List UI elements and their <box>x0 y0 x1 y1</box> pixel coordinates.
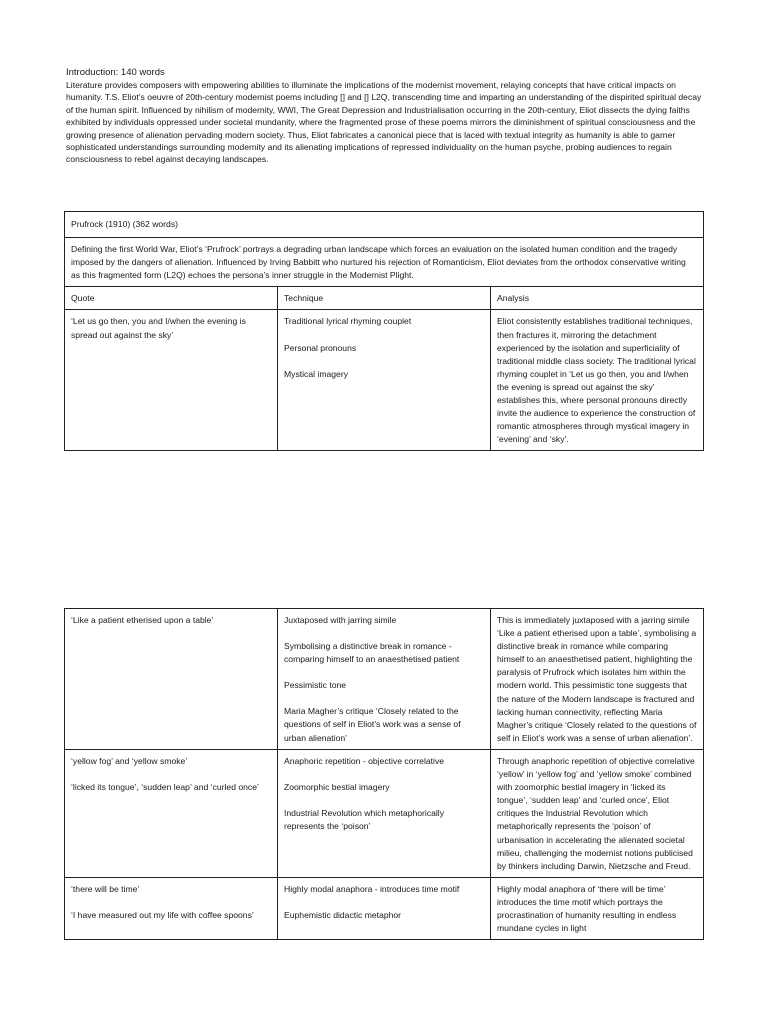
quote-text: ‘Like a patient etherised upon a table’ <box>71 615 214 625</box>
prufrock-analysis-table <box>64 211 704 451</box>
technique-header: Technique <box>278 287 491 310</box>
table-row <box>65 609 704 750</box>
analysis-cell <box>491 609 704 750</box>
quote-text: ‘Let us go then, you and I/when the evening is spread out against the sky’ <box>71 316 246 340</box>
analysis-text: Eliot consistently establishes traditional techniques, then fractures it, mirroring the detachment experienced by the isolation and superficiality of traditional middle class society. The traditional lyrical rhyming couplet in ‘Let us go then, you and I/when the evening is spread out against the sky’ establishes this, where personal pronouns directly invite the audience to experience the construction of romantic atmospheres through mystical imagery in ‘evening’ and ‘sky’. <box>497 316 696 445</box>
table-title-row <box>65 212 704 238</box>
technique-item: Symbolising a distinctive break in romance - comparing himself to an anaesthetised patient <box>284 641 460 665</box>
technique-cell <box>278 310 491 451</box>
introduction-paragraph: Literature provides composers with empowering abilities to illuminate the implications of the modernist movement, relaying concepts that have critical impacts on humanity. T.S. Eliot’s oeuvre of 20th-century modernist poems including [] and [] L2Q, transcending time and imparting an understanding of the dispirited spiritual decay of the human spirit. Influenced by nihilism of modernity, WWI, The Great Depression and Industrialisation occurring in the 20th-century, Eliot dissects the dying faiths exhibited by individuals oppressed under societal mundanity, where the fragmented prose of these poems mirrors the diminishment of spiritual consciousness and the growing presence of alienation pervading modern society. Thus, Eliot fabricates a canonical piece that is laced with textual integrity as humanity is able to garner sophisticated understandings surrounding modernity and its alienating implications of repressed individuality on the human psyche, probing audiences to regain consciousness to rebel against decaying landscapes. <box>66 80 702 165</box>
technique-item: Maria Magher’s critique ‘Closely related to the questions of self in Eliot’s work was a sense of urban alienation’ <box>284 706 461 743</box>
context-paragraph: Defining the first World War, Eliot’s ‘Prufrock’ portrays a degrading urban landscape which forces an evaluation on the isolated human condition and the tragedy imposed by the dangers of alienation. Influenced by Irving Babbitt who nurtured his rejection of Romanticism, Eliot deviates from the orthodox conservative writing as this fragmented form (L2Q) echoes the persona’s inner struggle in the Modernist Plight. <box>65 238 704 287</box>
quote-cell <box>65 609 278 750</box>
technique-cell <box>278 749 491 877</box>
analysis-header: Analysis <box>491 287 704 310</box>
technique-item: Anaphoric repetition - objective correlative <box>284 755 445 766</box>
technique-item: Pessimistic tone <box>284 680 347 691</box>
context-row <box>65 238 704 287</box>
quote-text: ‘licked its tongue’, ‘sudden leap’ and ‘curled once’ <box>71 782 259 793</box>
technique-item: Highly modal anaphora - introduces time motif <box>284 883 460 894</box>
header-row <box>65 287 704 310</box>
quote-text: ‘I have measured out my life with coffee spoons’ <box>71 909 254 920</box>
technique-cell <box>278 877 491 939</box>
quote-cell <box>65 877 278 939</box>
technique-item: Mystical imagery <box>284 368 348 379</box>
prufrock-analysis-table-continued <box>64 608 704 940</box>
quote-cell <box>65 749 278 877</box>
analysis-text: This is immediately juxtaposed with a jarring simile ‘Like a patient etherised upon a table’, symbolising a distinctive break in romance while comparing himself to an anaesthetised patient, highlighting the paralysis of Prufrock which isolates him within the modern world. This pessimistic tone suggests that the nature of the Modern landscape is fractured and lacking human connectivity, reflecting Maria Magher’s critique ‘Closely related to the questions of self in Eliot’s work was a sense of urban alienation’. <box>497 615 697 743</box>
quote-header: Quote <box>65 287 278 310</box>
table-title: Prufrock (1910) (362 words) <box>65 212 704 238</box>
analysis-cell <box>491 877 704 939</box>
quote-cell <box>65 310 278 451</box>
technique-item: Traditional lyrical rhyming couplet <box>284 316 412 327</box>
technique-item: Zoomorphic bestial imagery <box>284 782 390 793</box>
analysis-text: Highly modal anaphora of ‘there will be time’ introduces the time motif which portrays the procrastination of humanity resulting in endless mundane cycles in light <box>497 883 677 934</box>
analysis-cell <box>491 749 704 877</box>
table-row <box>65 877 704 939</box>
introduction-heading: Introduction: 140 words <box>66 67 165 78</box>
table-row <box>65 749 704 877</box>
analysis-cell <box>491 310 704 451</box>
technique-cell <box>278 609 491 750</box>
technique-item: Industrial Revolution which metaphorically represents the ‘poison’ <box>284 808 445 832</box>
technique-item: Euphemistic didactic metaphor <box>284 909 402 920</box>
analysis-text: Through anaphoric repetition of objective correlative ‘yellow’ in ‘yellow fog’ and ‘yellow smoke’ combined with zoomorphic bestial imagery in ‘licked its tongue’, ‘sudden leap’ and ‘curled once’, Eliot critiques the Industrial Revolution which metaphorically represents the ‘poison’ of urbanisation in accelerating the alienated societal milieu, challenging the modernist notions publicised by thinkers including Darwin, Nietzsche and Freud. <box>497 755 695 871</box>
technique-item: Juxtaposed with jarring simile <box>284 615 397 625</box>
introduction-section <box>66 66 706 166</box>
quote-text: ‘yellow fog’ and ‘yellow smoke’ <box>71 755 188 766</box>
table-row <box>65 310 704 451</box>
quote-text: ‘there will be time’ <box>71 883 140 894</box>
technique-item: Personal pronouns <box>284 342 357 353</box>
